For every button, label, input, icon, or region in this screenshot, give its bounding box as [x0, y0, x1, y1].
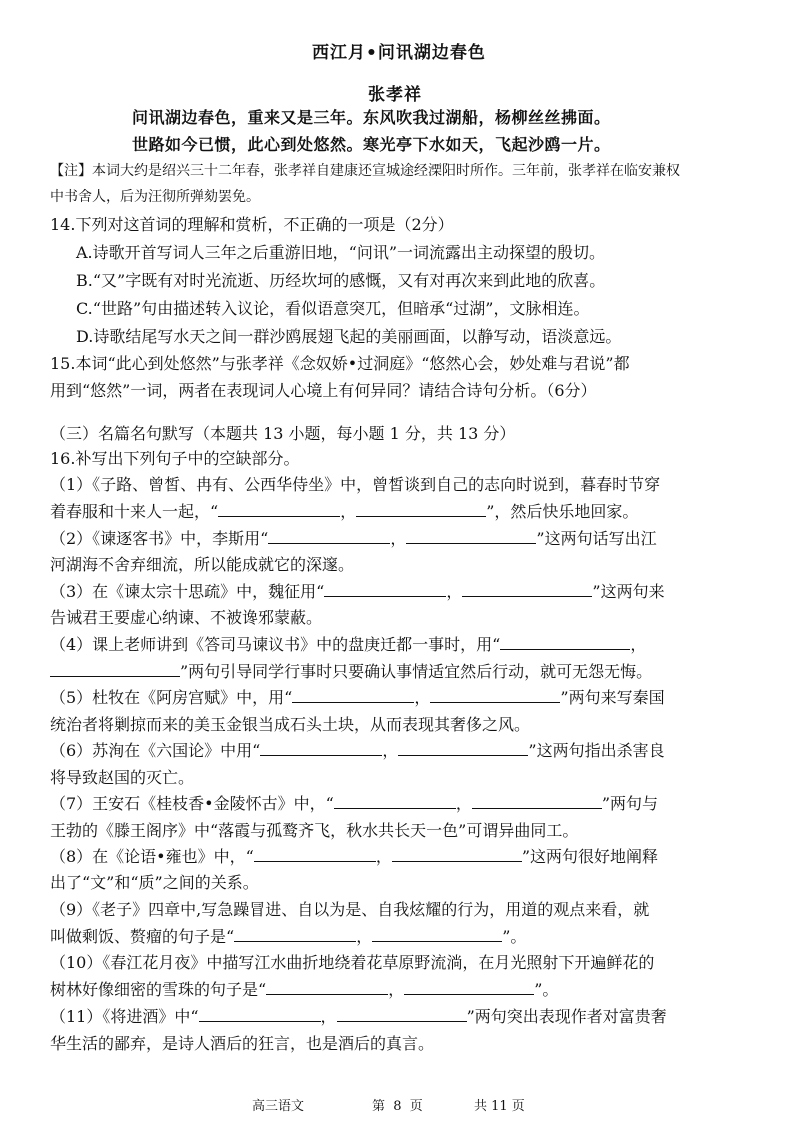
item-2-text-post: ”这两句话写出江 — [536, 529, 657, 548]
item-2-text-pre: （2）《谏逐客书》中，李斯用“ — [50, 529, 269, 548]
answer-blank-9b[interactable] — [372, 925, 502, 942]
q14-stem: 14.下列对这首词的理解和赏析，不正确的一项是（2分） — [50, 215, 454, 234]
item-11-line-2: 华生活的鄙弃，是诗人酒后的狂言，也是酒后的真言。 — [50, 1034, 435, 1053]
item-7-line-2: 王勃的《滕王阁序》中“落霞与孤鹜齐飞，秋水共长天一色”可谓异曲同工。 — [50, 821, 579, 840]
item-4-line-2 — [50, 659, 652, 682]
item-8-text-post: ”这两句很好地阐释 — [521, 847, 659, 866]
answer-blank-11a[interactable] — [199, 1005, 321, 1022]
item-6-comma: ， — [382, 741, 399, 760]
item-10-line-1: （10）《春江花月夜》中描写江水曲折地绕着花草原野流淌，在月光照射下开遍鲜花的 — [50, 953, 655, 972]
answer-blank-11b[interactable] — [337, 1005, 467, 1022]
section-3-header: （三）名篇名句默写（本题共 13 小题，每小题 1 分，共 13 分） — [50, 424, 516, 443]
footer-subject: 高三语文 — [252, 1099, 305, 1114]
item-1-line-2 — [50, 499, 638, 522]
item-3-text-pre: （3）在《谏太宗十思疏》中，魏征用“ — [50, 582, 325, 601]
q14-option-a: A.诗歌开首写词人三年之后重游旧地，“问讯”一词流露出主动探望的殷切。 — [76, 243, 606, 262]
item-11-text-pre: （11）《将进酒》中“ — [50, 1007, 199, 1026]
item-9-text-pre: 叫做剩饭、赘瘤的句子是“ — [50, 927, 235, 946]
q15-line-1: 15.本词“此心到处悠然”与张孝祥《念奴娇•过洞庭》“悠然心会，妙处难与君说”都 — [50, 354, 630, 373]
item-7-line-1 — [50, 791, 658, 814]
item-1-text-pre: 着春服和十来人一起，“ — [50, 502, 219, 521]
item-3-comma: ， — [446, 582, 463, 601]
note-line-2: 中书舍人，后为汪彻所弹劾罢免。 — [50, 189, 260, 205]
item-7-text-post: ”两句与 — [601, 794, 659, 813]
item-4-line-1 — [50, 632, 646, 655]
item-8-line-1 — [50, 844, 658, 867]
item-5-comma: ， — [414, 688, 431, 707]
q14-option-d: D.诗歌结尾写水天之间一群沙鸥展翅飞起的美丽画面，以静写动，语淡意远。 — [76, 327, 622, 346]
item-5-line-2: 统治者将剿掠而来的美玉金银当成石头土块，从而表现其奢侈之风。 — [50, 715, 531, 734]
item-11-line-1 — [50, 1004, 667, 1027]
answer-blank-5a[interactable] — [292, 686, 414, 703]
poem-author: 张孝祥 — [368, 85, 422, 105]
footer-page-number: 第 8 页 — [372, 1099, 423, 1114]
item-9-line-1: （9）《老子》四章中,写急躁冒进、自以为是、自我炫耀的行为，用道的观点来看，就 — [50, 900, 650, 919]
note-line-1: 【注】本词大约是绍兴三十二年春，张孝祥自建康还宣城途经溧阳时所作。三年前，张孝祥在临安兼权 — [50, 163, 680, 179]
answer-blank-2b[interactable] — [406, 527, 536, 544]
item-1-text-post: ”，然后快乐地回家。 — [486, 502, 639, 521]
item-9-comma: ， — [356, 927, 373, 946]
item-9-text-post: ”。 — [502, 927, 527, 946]
q15-line-2: 用到“悠然”一词，两者在表现词人心境上有何异同？请结合诗句分析。（6分） — [50, 381, 597, 400]
answer-blank-1b[interactable] — [356, 500, 486, 517]
item-8-comma: ， — [375, 847, 392, 866]
item-3-line-2: 告诫君王要虚心纳谏、不被谗邪蒙蔽。 — [50, 608, 323, 627]
poem-title: 西江月•问讯湖边春色 — [312, 43, 486, 63]
answer-blank-6b[interactable] — [398, 739, 528, 756]
answer-blank-10a[interactable] — [266, 978, 388, 995]
item-8-text-pre: （8）在《论语•雍也》中，“ — [50, 847, 254, 866]
item-10-text-pre: 树林好像细密的雪珠的句子是“ — [50, 980, 267, 999]
answer-blank-2a[interactable] — [268, 527, 390, 544]
item-1-line-1: （1）《子路、曾皙、冉有、公西华侍坐》中，曾皙谈到自己的志向时说到，暮春时节穿 — [50, 475, 661, 494]
answer-blank-4a[interactable] — [500, 633, 630, 650]
answer-blank-4b[interactable] — [50, 660, 180, 677]
footer-total-pages: 共 11 页 — [474, 1099, 525, 1114]
item-4-comma: ， — [630, 635, 647, 654]
q14-option-c: C.“世路”句由描述转入议论，看似语意突兀，但暗承“过湖”，文脉相连。 — [76, 299, 590, 318]
answer-blank-3b[interactable] — [462, 580, 592, 597]
item-10-line-2 — [50, 977, 558, 1000]
item-9-line-2 — [50, 924, 526, 947]
answer-blank-7b[interactable] — [472, 792, 602, 809]
item-2-line-1 — [50, 526, 657, 549]
item-4-text-pre: （4）课上老师讲到《答司马谏议书》中的盘庚迁都一事时，用“ — [50, 635, 501, 654]
item-8-line-2: 出了“文”和“质”之间的关系。 — [50, 873, 259, 892]
item-7-comma: ， — [455, 794, 472, 813]
answer-blank-7a[interactable] — [334, 792, 456, 809]
item-3-line-1 — [50, 579, 665, 602]
item-10-text-post: ”。 — [534, 980, 559, 999]
poem-line-1: 问讯湖边春色，重来又是三年。东风吹我过湖船，杨柳丝丝拂面。 — [132, 108, 611, 127]
q16-stem: 16.补写出下列句子中的空缺部分。 — [50, 449, 300, 468]
item-5-line-1 — [50, 685, 665, 708]
item-11-text-post: ”两句突出表现作者对富贵奢 — [466, 1007, 667, 1026]
answer-blank-8b[interactable] — [392, 845, 522, 862]
answer-blank-5b[interactable] — [430, 686, 560, 703]
poem-line-2: 世路如今已惯，此心到处悠然。寒光亭下水如天，飞起沙鸥一片。 — [132, 135, 611, 154]
item-2-comma: ， — [390, 529, 407, 548]
item-6-line-1 — [50, 738, 665, 761]
answer-blank-9a[interactable] — [234, 925, 356, 942]
item-6-text-post: ”这两句指出杀害良 — [528, 741, 665, 760]
item-7-text-pre: （7）王安石《桂枝香•金陵怀古》中，“ — [50, 794, 334, 813]
answer-blank-3a[interactable] — [324, 580, 446, 597]
item-2-line-2: 河湖海不舍弃细流，所以能成就它的深邃。 — [50, 555, 355, 574]
item-3-text-post: ”这两句来 — [592, 582, 665, 601]
answer-blank-6a[interactable] — [260, 739, 382, 756]
item-5-text-pre: （5）杜牧在《阿房宫赋》中，用“ — [50, 688, 293, 707]
item-10-comma: ， — [388, 980, 405, 999]
answer-blank-10b[interactable] — [404, 978, 534, 995]
item-6-line-2: 将导致赵国的灭亡。 — [50, 768, 195, 787]
item-6-text-pre: （6）苏洵在《六国论》中用“ — [50, 741, 261, 760]
q14-option-b: B.“又”字既有对时光流逝、历经坎坷的感慨，又有对再次来到此地的欣喜。 — [76, 271, 606, 290]
item-1-comma: ， — [340, 502, 357, 521]
answer-blank-1a[interactable] — [218, 500, 340, 517]
item-5-text-post: ”两句来写秦国 — [560, 688, 665, 707]
item-11-comma: ， — [320, 1007, 337, 1026]
item-4-text-post: ”两句引导同学行事时只要确认事情适宜然后行动，就可无怨无悔。 — [180, 662, 653, 681]
answer-blank-8a[interactable] — [254, 845, 376, 862]
